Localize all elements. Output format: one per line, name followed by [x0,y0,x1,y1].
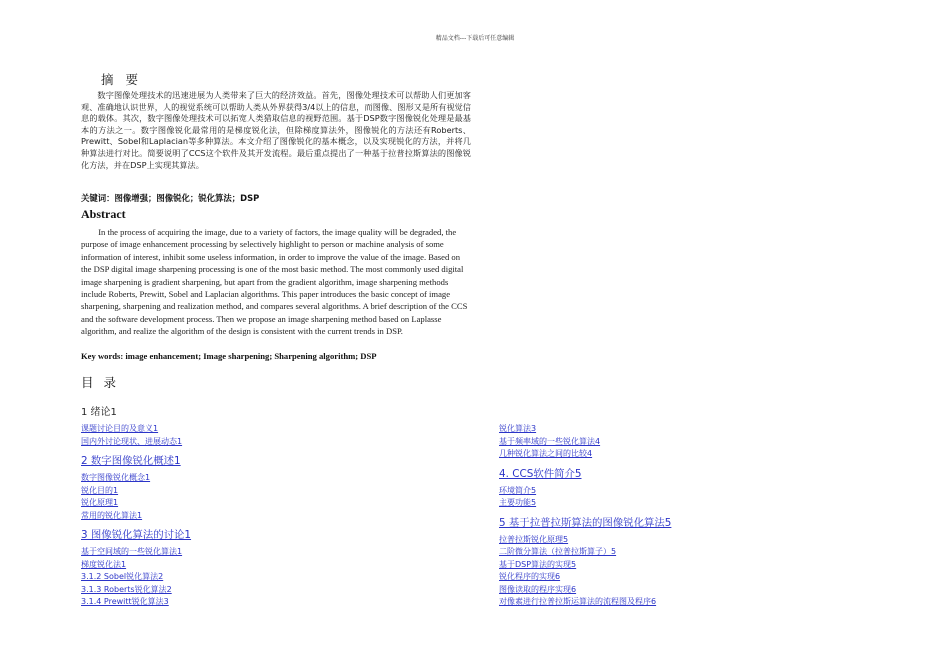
toc-entry-link[interactable]: 锐化原理1 [81,498,119,507]
toc-entry-link[interactable]: 主要功能5 [499,498,537,507]
toc-section [81,423,381,448]
abstract-cn-paragraph: 数字图像处理技术的迅速进展为人类带来了巨大的经济效益。首先，图像处理技术可以帮助人们更加客观、准确地认识世界，人的视觉系统可以帮助人类从外界获得3/4以上的信息，而图像、图形又是所有视觉信息的载体。其次，数字图像处理技术可以拓宽人类猎取信息的视野范围。基于DSP数字图像锐化处理是最基本的方法之一。数字图像锐化最常用的是梯度锐化法，但除梯度算法外，图像锐化的方法还有Roberts、Prewitt、Sobel和Laplacian等多种算法。本文介绍了图像锐化的基本概念，以及实现锐化的方法，并将几种算法进行对比。简要说明了CCS这个软件及其开发流程。最后重点提出了一种基于拉普拉斯算法的图像锐化方法，并在DSP上实现其算法。 [81,90,471,170]
toc-section [499,423,799,461]
toc-entry-link[interactable]: 锐化算法3 [499,424,537,433]
toc-section [81,454,381,522]
toc-entry-link[interactable]: 几种锐化算法之间的比较4 [499,449,593,458]
toc-entry-link[interactable]: 常用的锐化算法1 [81,510,143,520]
toc-section [499,467,799,510]
toc-chapter-link[interactable]: 5 基于拉普拉斯算法的图像锐化算法5 [499,516,672,529]
toc-entry-link[interactable]: 数字图像锐化概念1 [81,473,151,482]
toc-chapter-link[interactable]: 2 数字图像锐化概述1 [81,455,181,467]
toc-entry-link[interactable]: 拉普拉斯锐化原理5 [499,534,569,544]
toc-entry-link[interactable]: 3.1.3 Roberts锐化算法2 [81,584,172,594]
toc-entry-link[interactable]: 基于空间域的一些锐化算法1 [81,547,183,556]
toc-entry-link[interactable]: 3.1.2 Sobel锐化算法2 [81,572,164,581]
abstract-en-paragraph: In the process of acquiring the image, due to a variety of factors, the image quality will be degraded, the purpose of image enhancement processing by selectively highlight to person or machine analysis of some information of interest, inhibit some useless information, in order to improve the value of the image. Based on the DSP digital image sharpening processing is one of the most basic method. The most commonly used digital image sharpening is gradient sharpening, but apart from the gradient algorithm, image sharpening methods include Roberts, Prewitt, Sobel and Laplacian algorithms. This paper introduces the basic concept of image sharpening, sharpening and realization method, and compares several algorithms. A brief description of the CCS and the software development process. Then we propose an image sharpening method based on Laplasse algorithm, and realize the algorithm of the design is consistent with the current trends in DSP. [81,227,468,337]
abstract-cn-body [81,90,471,171]
abstract-en-body [81,226,471,338]
toc-entry-link[interactable]: 对像素进行拉普拉斯运算法的流程图及程序6 [499,597,657,606]
toc-section [499,516,799,609]
toc-entry-link[interactable]: 二阶微分算法（拉普拉斯算子）5 [499,547,617,556]
abstract-cn-keywords: 关键词：图像增强；图像锐化；锐化算法；DSP [81,193,260,203]
toc-entry-link[interactable]: 课题讨论目的及意义1 [81,424,159,433]
toc-entry-link[interactable]: 梯度锐化法1 [81,559,127,569]
toc-entry-link[interactable]: 基于频率域的一些锐化算法4 [499,436,601,446]
toc-chapter-1: 1 绪论1 [81,407,117,418]
toc-entry-link[interactable]: 图像读取的程序实现6 [499,584,577,594]
toc-left-column [81,423,381,615]
toc-entry-link[interactable]: 锐化目的1 [81,485,119,495]
toc-entry-link[interactable]: 基于DSP算法的实现5 [499,559,577,569]
toc-entry-link[interactable]: 锐化程序的实现6 [499,572,561,581]
toc-chapter-link[interactable]: 4. CCS软件简介5 [499,467,582,480]
toc-right-column [499,423,799,615]
abstract-en-keywords: Key words: image enhancement; Image sharpening; Sharpening algorithm; DSP [81,351,377,361]
toc-entry-link[interactable]: 国内外讨论现状、进展动态1 [81,436,183,446]
toc-entry-link[interactable]: 环境简介5 [499,485,537,495]
abstract-en-title: Abstract [81,207,126,221]
toc-entry-link[interactable]: 3.1.4 Prewitt锐化算法3 [81,597,169,606]
page-header: 精品文档---下载后可任意编辑 [435,35,515,42]
abstract-cn-title: 摘要 [101,72,151,87]
toc-chapter-link[interactable]: 3 图像锐化算法的讨论1 [81,529,192,541]
toc-title: 目录 [81,375,127,390]
toc-section [81,528,381,609]
